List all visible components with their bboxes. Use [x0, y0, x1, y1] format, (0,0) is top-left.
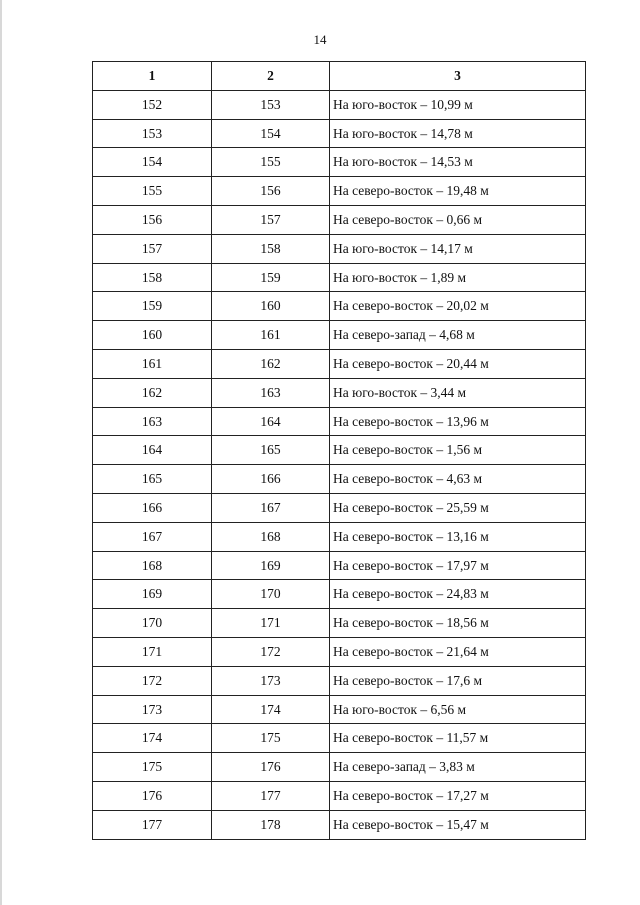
cell-direction-distance: На северо-восток – 20,02 м: [330, 292, 586, 321]
cell-point-to: 160: [212, 292, 330, 321]
cell-direction-distance: На северо-восток – 18,56 м: [330, 609, 586, 638]
cell-point-from: 163: [93, 407, 212, 436]
table-row: [93, 321, 586, 350]
cell-point-to: 156: [212, 177, 330, 206]
cell-point-from: 160: [93, 321, 212, 350]
cell-direction-distance: На юго-восток – 1,89 м: [330, 263, 586, 292]
cell-direction-distance: На северо-восток – 11,57 м: [330, 724, 586, 753]
cell-point-from: 169: [93, 580, 212, 609]
table-row: [93, 436, 586, 465]
cell-point-to: 166: [212, 465, 330, 494]
cell-point-to: 169: [212, 551, 330, 580]
table-row: [93, 551, 586, 580]
cell-point-to: 171: [212, 609, 330, 638]
cell-point-from: 154: [93, 148, 212, 177]
cell-point-to: 153: [212, 90, 330, 119]
cell-direction-distance: На северо-запад – 4,68 м: [330, 321, 586, 350]
table-row: [93, 90, 586, 119]
cell-direction-distance: На юго-восток – 14,17 м: [330, 234, 586, 263]
cell-direction-distance: На северо-восток – 15,47 м: [330, 810, 586, 839]
table-row: [93, 292, 586, 321]
cell-point-to: 161: [212, 321, 330, 350]
cell-point-to: 174: [212, 695, 330, 724]
table-row: [93, 580, 586, 609]
cell-point-from: 176: [93, 781, 212, 810]
cell-point-from: 173: [93, 695, 212, 724]
cell-point-to: 176: [212, 753, 330, 782]
cell-point-from: 168: [93, 551, 212, 580]
cell-point-to: 159: [212, 263, 330, 292]
column-header-3: 3: [330, 62, 586, 91]
cell-direction-distance: На юго-восток – 10,99 м: [330, 90, 586, 119]
cell-point-from: 162: [93, 378, 212, 407]
cell-direction-distance: На северо-восток – 13,96 м: [330, 407, 586, 436]
cell-direction-distance: На юго-восток – 6,56 м: [330, 695, 586, 724]
cell-point-from: 171: [93, 637, 212, 666]
cell-point-to: 154: [212, 119, 330, 148]
table-row: [93, 234, 586, 263]
cell-point-to: 167: [212, 493, 330, 522]
page-number: 14: [313, 32, 327, 47]
table-row: [93, 637, 586, 666]
cell-direction-distance: На северо-восток – 25,59 м: [330, 493, 586, 522]
table-row: [93, 781, 586, 810]
cell-direction-distance: На северо-восток – 17,6 м: [330, 666, 586, 695]
scan-edge-line: [0, 0, 2, 905]
cell-point-from: 159: [93, 292, 212, 321]
table-row: [93, 349, 586, 378]
cell-point-to: 157: [212, 205, 330, 234]
table-row: [93, 148, 586, 177]
cell-point-from: 157: [93, 234, 212, 263]
cell-point-from: 175: [93, 753, 212, 782]
cell-point-from: 172: [93, 666, 212, 695]
table-row: [93, 522, 586, 551]
cell-point-to: 170: [212, 580, 330, 609]
cell-point-to: 177: [212, 781, 330, 810]
column-header-1: 1: [93, 62, 212, 91]
table-header: [93, 62, 586, 91]
cell-direction-distance: На северо-восток – 13,16 м: [330, 522, 586, 551]
table-row: [93, 177, 586, 206]
cell-direction-distance: На северо-запад – 3,83 м: [330, 753, 586, 782]
cell-point-from: 166: [93, 493, 212, 522]
table-row: [93, 493, 586, 522]
cell-point-from: 174: [93, 724, 212, 753]
cell-point-to: 173: [212, 666, 330, 695]
table-row: [93, 119, 586, 148]
cell-direction-distance: На юго-восток – 14,78 м: [330, 119, 586, 148]
cell-direction-distance: На северо-восток – 1,56 м: [330, 436, 586, 465]
table-row: [93, 724, 586, 753]
cell-point-to: 158: [212, 234, 330, 263]
column-header-2: 2: [212, 62, 330, 91]
cell-direction-distance: На северо-восток – 19,48 м: [330, 177, 586, 206]
cell-point-from: 155: [93, 177, 212, 206]
cell-point-to: 164: [212, 407, 330, 436]
table-row: [93, 666, 586, 695]
cell-point-from: 161: [93, 349, 212, 378]
cell-direction-distance: На северо-восток – 17,97 м: [330, 551, 586, 580]
table-row: [93, 753, 586, 782]
cell-point-to: 172: [212, 637, 330, 666]
cell-direction-distance: На северо-восток – 4,63 м: [330, 465, 586, 494]
cell-point-to: 155: [212, 148, 330, 177]
table-row: [93, 205, 586, 234]
table-row: [93, 695, 586, 724]
table-header-row: [93, 62, 586, 91]
cell-point-to: 165: [212, 436, 330, 465]
cell-direction-distance: На юго-восток – 14,53 м: [330, 148, 586, 177]
cell-direction-distance: На юго-восток – 3,44 м: [330, 378, 586, 407]
cell-point-from: 167: [93, 522, 212, 551]
cell-direction-distance: На северо-восток – 20,44 м: [330, 349, 586, 378]
table-row: [93, 407, 586, 436]
cell-point-from: 153: [93, 119, 212, 148]
cell-point-from: 177: [93, 810, 212, 839]
cell-point-to: 175: [212, 724, 330, 753]
table-row: [93, 810, 586, 839]
table-row: [93, 465, 586, 494]
cell-point-from: 158: [93, 263, 212, 292]
cell-direction-distance: На северо-восток – 24,83 м: [330, 580, 586, 609]
table-container: [92, 61, 585, 840]
cell-point-to: 178: [212, 810, 330, 839]
table-body: [93, 90, 586, 839]
table-row: [93, 263, 586, 292]
cell-point-from: 156: [93, 205, 212, 234]
cell-direction-distance: На северо-восток – 21,64 м: [330, 637, 586, 666]
cell-point-from: 152: [93, 90, 212, 119]
cell-point-to: 168: [212, 522, 330, 551]
cell-direction-distance: На северо-восток – 17,27 м: [330, 781, 586, 810]
cell-point-from: 164: [93, 436, 212, 465]
cell-point-to: 162: [212, 349, 330, 378]
table-row: [93, 378, 586, 407]
cell-point-from: 170: [93, 609, 212, 638]
boundary-segments-table: [92, 61, 586, 840]
table-row: [93, 609, 586, 638]
cell-point-from: 165: [93, 465, 212, 494]
cell-point-to: 163: [212, 378, 330, 407]
cell-direction-distance: На северо-восток – 0,66 м: [330, 205, 586, 234]
